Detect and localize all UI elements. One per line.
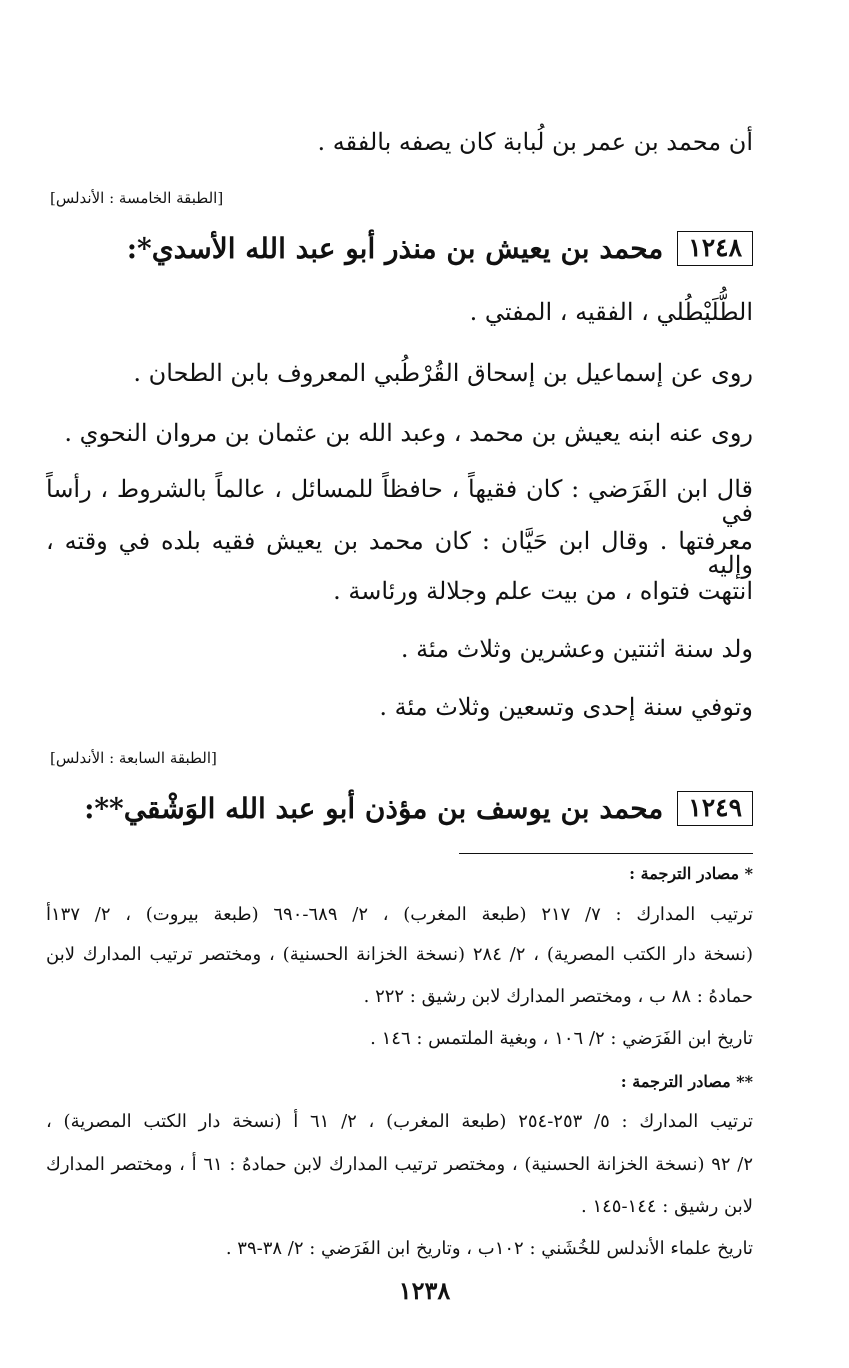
body-line: ولد سنة اثنتين وعشرين وثلاث مئة . bbox=[400, 635, 753, 663]
footnote-line: تاريخ علماء الأندلس للخُشَني : ١٠٢ب ، وتاريخ ابن الفَرَضي : ٢/ ٣٨-٣٩ . bbox=[225, 1238, 753, 1259]
entry-number-box: ١٢٤٩ bbox=[677, 791, 753, 826]
footnote-marker: * مصادر الترجمة : bbox=[629, 864, 753, 883]
footnote-marker: ** مصادر الترجمة : bbox=[620, 1072, 753, 1091]
body-line: وتوفي سنة إحدى وتسعين وثلاث مئة . bbox=[379, 693, 753, 721]
body-line: معرفتها . وقال ابن حَيَّان : كان محمد بن يعيش فقيه بلده في وقته ، وإليه bbox=[46, 527, 753, 579]
body-line: روى عنه ابنه يعيش بن محمد ، وعبد الله بن عثمان بن مروان النحوي . bbox=[64, 419, 753, 447]
body-line: قال ابن الفَرَضي : كان فقيهاً ، حافظاً للمسائل ، عالماً بالشروط ، رأساً في bbox=[46, 475, 753, 527]
entry-number-box: ١٢٤٨ bbox=[677, 231, 753, 266]
footnote-line: حمادهُ : ٨٨ ب ، ومختصر المدارك لابن رشيق : ٢٢٢ . bbox=[363, 986, 753, 1007]
tabaqa-tag-1249: [الطبقة السابعة : الأندلس] bbox=[50, 749, 217, 767]
footnote-line: (نسخة دار الكتب المصرية) ، ٢/ ٢٨٤ (نسخة الخزانة الحسنية) ، ومختصر ترتيب المدارك لابن bbox=[46, 944, 753, 965]
body-line: الطُّلَيْطُلي ، الفقيه ، المفتي . bbox=[469, 298, 753, 326]
footnote-line: لابن رشيق : ١٤٤-١٤٥ . bbox=[580, 1196, 753, 1217]
footnote-line: ٢/ ٩٢ (نسخة الخزانة الحسنية) ، ومختصر ترتيب المدارك لابن حمادهُ : ٦١ أ ، ومختصر المدارك bbox=[46, 1154, 753, 1175]
entry-name: محمد بن يوسف بن مؤذن أبو عبد الله الوَشْقي**: bbox=[84, 791, 664, 825]
footnote-line: تاريخ ابن الفَرَضي : ٢/ ١٠٦ ، وبغية الملتمس : ١٤٦ . bbox=[370, 1028, 753, 1049]
intro-line: أن محمد بن عمر بن لُبابة كان يصفه بالفقه . bbox=[317, 128, 753, 156]
body-line: انتهت فتواه ، من بيت علم وجلالة ورئاسة . bbox=[333, 577, 753, 605]
entry-heading-1249 bbox=[84, 791, 753, 826]
body-line: روى عن إسماعيل بن إسحاق القُرْطُبي المعروف بابن الطحان . bbox=[133, 359, 753, 387]
entry-name: محمد بن يعيش بن منذر أبو عبد الله الأسدي*: bbox=[126, 231, 664, 265]
footnote-separator bbox=[459, 853, 753, 854]
footnote-line: ترتيب المدارك : ٥/ ٢٥٣-٢٥٤ (طبعة المغرب) ، ٢/ ٦١ أ (نسخة دار الكتب المصرية) ، bbox=[46, 1111, 754, 1132]
entry-heading-1248 bbox=[127, 231, 753, 266]
footnote-line: ترتيب المدارك : ٧/ ٢١٧ (طبعة المغرب) ، ٢/ ٦٨٩-٦٩٠ (طبعة بيروت) ، ٢/ ١٣٧أ bbox=[46, 904, 753, 925]
page-number: ١٢٣٨ bbox=[398, 1276, 451, 1305]
tabaqa-tag-1248: [الطبقة الخامسة : الأندلس] bbox=[50, 189, 224, 207]
